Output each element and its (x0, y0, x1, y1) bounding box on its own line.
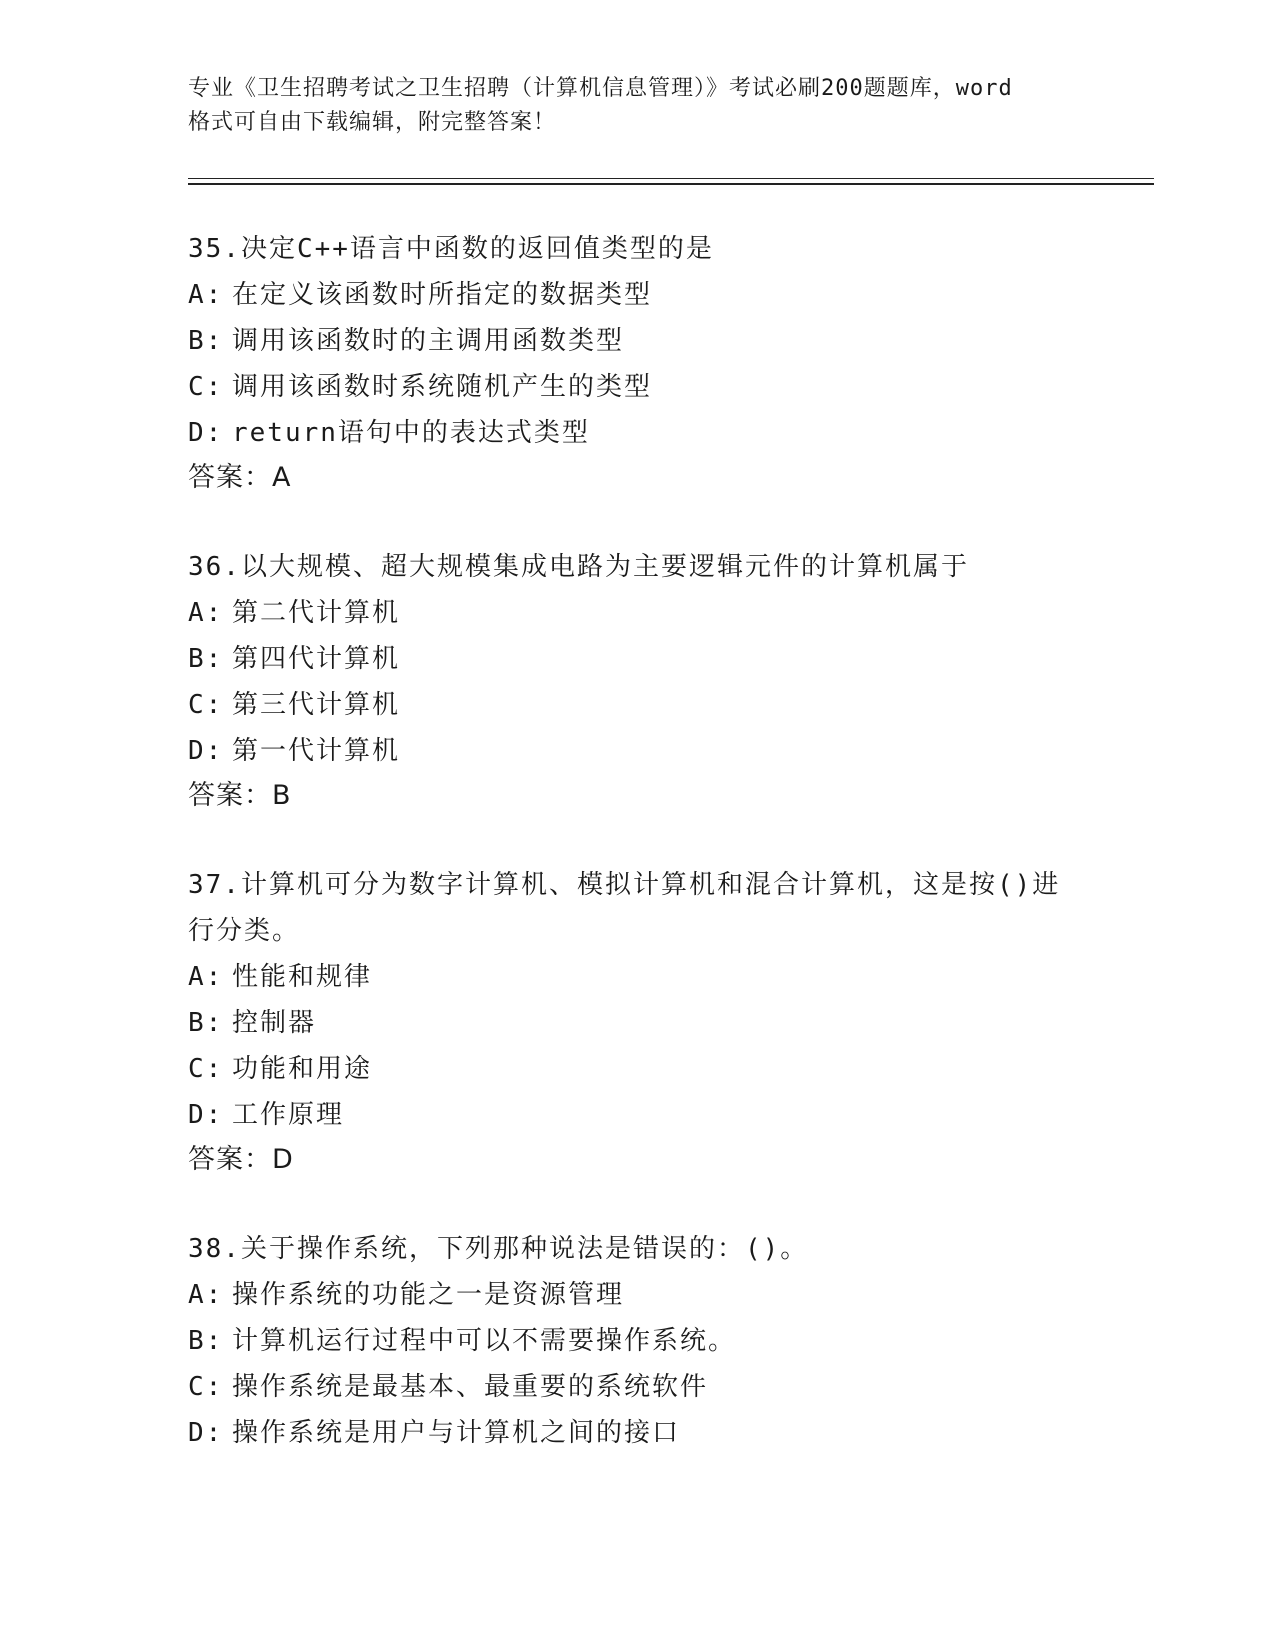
option-key: B: (188, 326, 224, 356)
option-key: B: (188, 644, 224, 674)
option-key: A: (188, 1280, 224, 1310)
option-d (188, 1410, 1088, 1456)
option-text: 在定义该函数时所指定的数据类型 (232, 280, 653, 310)
option-key: C: (188, 1372, 224, 1402)
option-b (188, 1000, 1088, 1046)
option-text: 操作系统是用户与计算机之间的接口 (232, 1418, 681, 1448)
option-key: A: (188, 962, 224, 992)
option-b (188, 1318, 1088, 1364)
answer-label: 答案：D (188, 1144, 294, 1175)
option-c (188, 682, 1088, 728)
option-key: B: (188, 1008, 224, 1038)
option-key: D: (188, 1100, 224, 1130)
answer-label: 答案：B (188, 780, 292, 811)
option-key: B: (188, 1326, 224, 1356)
option-key: C: (188, 372, 224, 402)
question-stem: 38.关于操作系统，下列那种说法是错误的：()。 (188, 1234, 809, 1264)
question-38 (188, 1226, 1088, 1456)
option-key: D: (188, 736, 224, 766)
option-text: 第一代计算机 (232, 736, 401, 766)
option-d (188, 1092, 1088, 1138)
option-c (188, 364, 1088, 410)
option-c (188, 1046, 1088, 1092)
option-b (188, 636, 1088, 682)
question-stem: 35.决定C++语言中函数的返回值类型的是 (188, 234, 714, 264)
option-text: 性能和规律 (232, 962, 373, 992)
option-text: 操作系统的功能之一是资源管理 (232, 1280, 625, 1310)
question-stem: 36.以大规模、超大规模集成电路为主要逻辑元件的计算机属于 (188, 552, 969, 582)
option-key: D: (188, 418, 224, 448)
option-text: 工作原理 (232, 1100, 345, 1130)
option-text: 计算机运行过程中可以不需要操作系统。 (232, 1326, 737, 1356)
option-key: A: (188, 280, 224, 310)
option-text: 调用该函数时系统随机产生的类型 (232, 372, 653, 402)
option-d (188, 728, 1088, 774)
option-a (188, 1272, 1088, 1318)
document-header (188, 72, 1088, 140)
question-37 (188, 862, 1088, 1182)
option-text: 调用该函数时的主调用函数类型 (232, 326, 625, 356)
option-d (188, 410, 1088, 456)
option-a (188, 590, 1088, 636)
header-line-1: 专业《卫生招聘考试之卫生招聘（计算机信息管理）》考试必刷200题题库，word (188, 76, 1013, 101)
option-c (188, 1364, 1088, 1410)
option-a (188, 954, 1088, 1000)
option-text: 第四代计算机 (232, 644, 401, 674)
option-key: A: (188, 598, 224, 628)
option-text: 操作系统是最基本、最重要的系统软件 (232, 1372, 709, 1402)
option-text: 控制器 (232, 1008, 317, 1038)
option-text: 第三代计算机 (232, 690, 401, 720)
option-key: C: (188, 690, 224, 720)
question-stem-line-2: 行分类。 (188, 916, 301, 946)
header-divider-thin (188, 178, 1154, 179)
question-stem-line-1: 37.计算机可分为数字计算机、模拟计算机和混合计算机，这是按()进 (188, 870, 1061, 900)
question-36 (188, 544, 1088, 818)
option-b (188, 318, 1088, 364)
option-a (188, 272, 1088, 318)
option-text: 功能和用途 (232, 1054, 373, 1084)
header-line-2: 格式可自由下载编辑，附完整答案！ (188, 110, 557, 135)
header-divider-thick (188, 183, 1154, 185)
option-key: C: (188, 1054, 224, 1084)
option-text: 第二代计算机 (232, 598, 401, 628)
answer-label: 答案：A (188, 462, 292, 493)
question-35 (188, 226, 1088, 500)
option-key: D: (188, 1418, 224, 1448)
option-text: return语句中的表达式类型 (232, 418, 590, 448)
